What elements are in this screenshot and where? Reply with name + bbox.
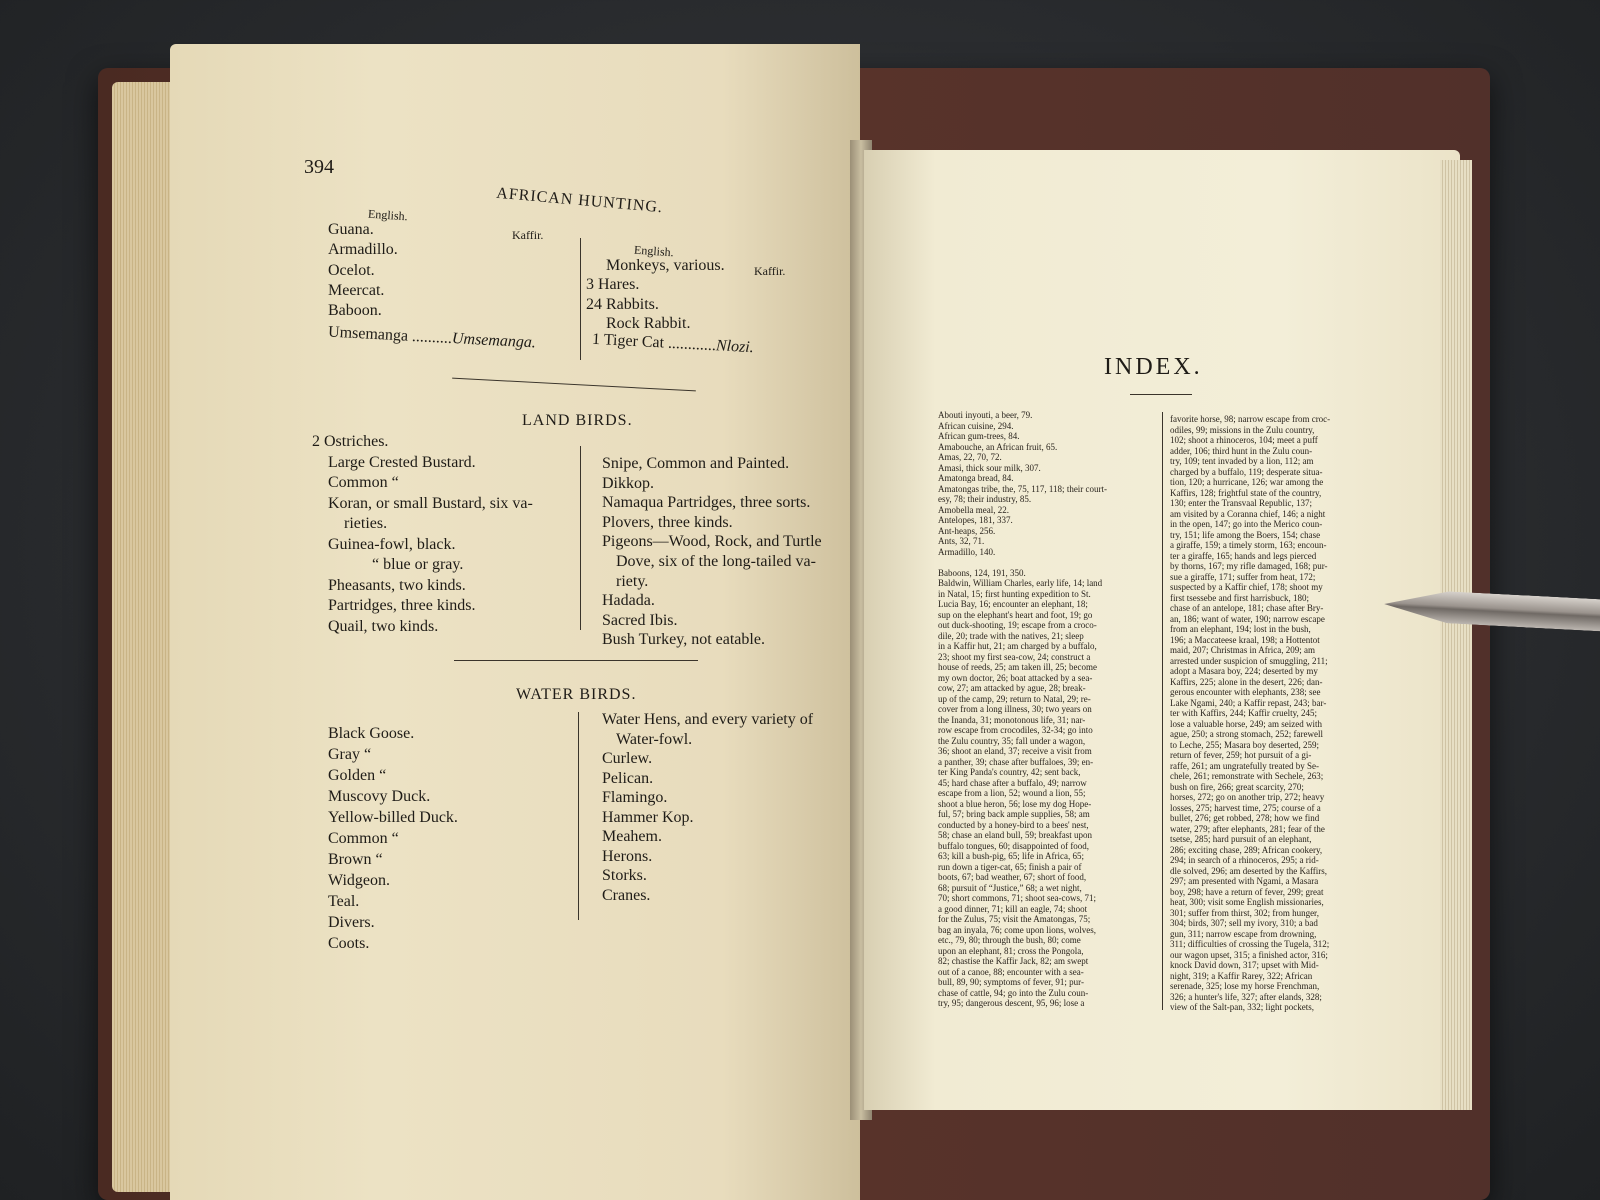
index-line: ter King Panda's country, 42; sent back, bbox=[938, 767, 1081, 777]
column-divider-mammals bbox=[580, 238, 581, 360]
mammal-item: 24 Rabbits. bbox=[586, 295, 659, 313]
index-line: upon an elephant, 81; cross the Pongola, bbox=[938, 945, 1084, 956]
land-bird-item: Dikkop. bbox=[602, 474, 654, 492]
index-line: a panther, 39; chase after buffaloes, 39; en- bbox=[938, 756, 1094, 767]
index-line: conducted by a honey-bird to a bees' nest, bbox=[938, 819, 1089, 830]
index-line: a giraffe, 159; a timely storm, 163; encoun- bbox=[1170, 540, 1327, 550]
index-line: Abouti inyouti, a beer, 79. bbox=[938, 410, 1033, 420]
index-line: the Inanda, 31; monotonous life, 31; nar- bbox=[938, 714, 1086, 725]
index-line: lose a valuable horse, 249; am seized with bbox=[1170, 718, 1322, 729]
index-line: Lake Ngami, 240; a Kaffir repast, 243; bar- bbox=[1170, 697, 1327, 708]
water-bird-item: Hammer Kop. bbox=[602, 808, 694, 826]
index-line: an, 186; want of water, 190; narrow escape bbox=[1170, 613, 1325, 624]
water-bird-item: Herons. bbox=[602, 847, 653, 865]
index-line: cover from a long illness, 30; two years on bbox=[938, 704, 1092, 714]
index-line: up of the camp, 29; return to Natal, 29; re- bbox=[938, 693, 1091, 704]
index-line: Amasi, thick sour milk, 307. bbox=[938, 462, 1041, 473]
water-bird-item: Cranes. bbox=[602, 886, 651, 904]
mammal-item: Rock Rabbit. bbox=[606, 314, 691, 332]
index-line: 70; short commons, 71; shoot sea-cows, 71; bbox=[938, 893, 1096, 903]
index-line: Amas, 22, 70, 72. bbox=[938, 452, 1002, 462]
index-line: 130; enter the Transvaal Republic, 137; bbox=[1170, 498, 1312, 508]
index-line: esy, 78; their industry, 85. bbox=[938, 494, 1032, 504]
index-col2 bbox=[1170, 414, 1372, 1013]
index-line: African cuisine, 294. bbox=[938, 420, 1014, 431]
index-line: ter a giraffe, 165; hands and legs pierced bbox=[1170, 550, 1317, 561]
index-line: first tsessebe and first harrisbuck, 180; bbox=[1170, 592, 1309, 603]
land-bird-item: 2 Ostriches. bbox=[312, 433, 389, 450]
index-line: our wagon upset, 315; a finished actor, 316; bbox=[1170, 949, 1328, 960]
land-bird-item: Pheasants, two kinds. bbox=[328, 576, 466, 594]
mammal-item: Armadillo. bbox=[328, 241, 398, 259]
index-line: 36; shoot an eland, 37; receive a visit from bbox=[938, 746, 1092, 756]
index-line: sue a giraffe, 171; suffer from heat, 172; bbox=[1170, 571, 1316, 582]
index-column-divider bbox=[1162, 412, 1163, 1010]
water-birds-heading: WATER BIRDS. bbox=[516, 686, 637, 703]
index-line: night, 319; a Kaffir Rarey, 322; African bbox=[1170, 970, 1313, 981]
water-bird-item: Common “ bbox=[328, 830, 399, 847]
index-line: Baldwin, William Charles, early life, 14; land bbox=[938, 578, 1103, 588]
mammal-item: Ocelot. bbox=[328, 261, 375, 279]
water-bird-item: Coots. bbox=[328, 935, 370, 952]
index-line: dle solved, 296; am deserted by the Kaffirs, bbox=[1170, 865, 1328, 876]
index-line: ague, 250; a strong stomach, 252; farewell bbox=[1170, 729, 1323, 739]
land-bird-item: Sacred Ibis. bbox=[602, 611, 678, 629]
mammal-item: Baboon. bbox=[328, 302, 382, 320]
water-bird-item: Muscovy Duck. bbox=[328, 788, 431, 805]
index-line: 58; chase an eland bull, 59; breakfast upon bbox=[938, 830, 1092, 840]
index-line: raffe, 261; am ungratefully treated by Se- bbox=[1170, 760, 1320, 771]
index-line: African gum-trees, 84. bbox=[938, 431, 1020, 441]
land-bird-item: Large Crested Bustard. bbox=[328, 453, 476, 471]
index-line: suspected by a Kaffir chief, 178; shoot my bbox=[1170, 582, 1323, 592]
index-line: the Zulu country, 35; fall under a wagon, bbox=[938, 735, 1086, 746]
mammal-item: Meercat. bbox=[328, 281, 385, 299]
mammal-item: Monkeys, various. bbox=[606, 257, 725, 274]
index-line: maid, 207; Christmas in Africa, 209; am bbox=[1170, 645, 1315, 655]
land-bird-item: Partridges, three kinds. bbox=[328, 597, 476, 614]
index-line: favorite horse, 98; narrow escape from croc- bbox=[1170, 414, 1331, 424]
index-line: row escape from crocodiles, 32-34; go into bbox=[938, 725, 1093, 735]
index-line: cow, 27; am attacked by ague, 28; break- bbox=[938, 683, 1086, 693]
col-header-english-1: English. bbox=[367, 206, 409, 224]
index-line: 68; pursuit of “Justice,” 68; a wet night, bbox=[938, 882, 1082, 893]
index-line: tion, 120; a hurricane, 126; war among the bbox=[1170, 477, 1324, 487]
index-line: 286; exciting chase, 289; African cookery, bbox=[1170, 844, 1323, 855]
index-line: Lucia Bay, 16; encounter an elephant, 18; bbox=[938, 599, 1088, 609]
running-head: AFRICAN HUNTING. bbox=[495, 184, 664, 217]
water-bird-item: Meahem. bbox=[602, 828, 662, 845]
index-line: chase of an antelope, 181; chase after Bry- bbox=[1170, 603, 1324, 613]
land-bird-item: rieties. bbox=[344, 515, 388, 532]
water-bird-item: Widgeon. bbox=[328, 872, 391, 889]
index-line: 304; birds, 307; sell my ivory, 310; a bad bbox=[1170, 918, 1318, 928]
column-divider-land bbox=[580, 446, 581, 630]
land-bird-item: Common “ bbox=[328, 474, 399, 491]
water-bird-item: Water-fowl. bbox=[616, 730, 693, 748]
index-line: view of the Salt-pan, 332; light pockets, bbox=[1170, 1002, 1314, 1012]
index-line: serenade, 325; lose my horse Frenchman, bbox=[1170, 981, 1320, 991]
index-line: Amatongas tribe, the, 75, 117, 118; their court- bbox=[938, 483, 1108, 494]
index-line: 45; hard chase after a buffalo, 49; narrow bbox=[938, 777, 1087, 788]
land-bird-item: Koran, or small Bustard, six va- bbox=[328, 494, 533, 512]
index-line: odiles, 99; missions in the Zulu country, bbox=[1170, 424, 1315, 435]
index-line: from an elephant, 194; lost in the bush, bbox=[1170, 624, 1311, 634]
index-line: buffalo tongues, 60; disappointed of food, bbox=[938, 840, 1090, 851]
land-bird-item: Hadada. bbox=[602, 592, 655, 610]
index-line: adopt a Masara boy, 224; deserted by my bbox=[1170, 666, 1318, 676]
index-line: knock David down, 317; upset with Mid- bbox=[1170, 960, 1319, 970]
left-page bbox=[170, 44, 860, 1200]
mammal-umsemanga: Umsemanga ..........Umsemanga. bbox=[327, 323, 537, 352]
index-line: in Natal, 15; first hunting expedition to St. bbox=[938, 588, 1091, 599]
index-line: for the Zulus, 75; visit the Amatongas, 75; bbox=[938, 914, 1091, 924]
column-divider-water bbox=[578, 712, 579, 920]
index-line: arrested under suspicion of smuggling, 211; bbox=[1170, 655, 1328, 666]
index-line: in a Kaffir hut, 21; am charged by a buffalo, bbox=[938, 641, 1097, 651]
index-line: adder, 106; third hunt in the Zulu coun- bbox=[1170, 445, 1313, 456]
land-bird-item: Plovers, three kinds. bbox=[602, 513, 733, 531]
land-bird-item: Snipe, Common and Painted. bbox=[602, 455, 790, 472]
water-bird-item: Pelican. bbox=[602, 769, 654, 787]
index-line: chase of cattle, 94; go into the Zulu coun- bbox=[938, 987, 1089, 998]
col-header-kaffir-2: Kaffir. bbox=[754, 264, 786, 278]
index-line: try, 151; life among the Boers, 154; chase bbox=[1170, 529, 1321, 540]
water-bird-item: Gray “ bbox=[328, 746, 372, 763]
water-bird-item: Golden “ bbox=[328, 767, 387, 784]
index-line: boy, 298; have a return of fever, 299; great bbox=[1170, 886, 1324, 897]
index-line: house of reeds, 25; am taken ill, 25; become bbox=[938, 662, 1097, 672]
index-line: try, 95; dangerous descent, 95, 96; lose a bbox=[938, 998, 1085, 1008]
index-line: am visited by a Coranna chief, 146; a night bbox=[1170, 508, 1326, 519]
index-line: Kaffirs, 225; alone in the desert, 226; dan- bbox=[1170, 676, 1323, 687]
index-line: in the open, 147; go into the Merico coun- bbox=[1170, 519, 1323, 529]
index-line: shoot a blue heron, 56; lose my dog Hope- bbox=[938, 798, 1092, 809]
index-line: 82; chastise the Kaffir Jack, 82; am swept bbox=[938, 956, 1089, 966]
index-line: Antelopes, 181, 337. bbox=[938, 515, 1013, 525]
index-line: 326; a hunter's life, 327; after elands, 328; bbox=[1170, 991, 1322, 1002]
index-line: dile, 20; trade with the natives, 21; sleep bbox=[938, 630, 1084, 641]
index-line: water, 279; after elephants, 281; fear of the bbox=[1170, 823, 1325, 834]
land-birds-heading: LAND BIRDS. bbox=[522, 412, 633, 429]
index-line: 294; in search of a rhinoceros, 295; a rid- bbox=[1170, 855, 1319, 865]
index-line: bullet, 276; get robbed, 278; how we find bbox=[1170, 813, 1320, 823]
index-line: charged by a buffalo, 119; desperate situa- bbox=[1170, 466, 1323, 477]
index-line: gun, 311; narrow escape from drowning, bbox=[1170, 928, 1317, 939]
index-col1 bbox=[938, 410, 1160, 1009]
index-line: Kaffirs, 128; frightful state of the country, bbox=[1170, 487, 1322, 498]
land-bird-item: Guinea-fowl, black. bbox=[328, 535, 456, 553]
water-bird-item: Yellow-billed Duck. bbox=[328, 809, 458, 826]
index-line: ter with Kaffirs, 244; Kaffir cruelty, 245; bbox=[1170, 708, 1318, 718]
index-line: run down a tiger-cat, 65; finish a pair of bbox=[938, 861, 1082, 872]
mammal-item: 3 Hares. bbox=[586, 276, 640, 294]
col-header-kaffir-1: Kaffir. bbox=[512, 228, 544, 242]
index-line: ful, 57; bring back ample supplies, 58; am bbox=[938, 809, 1090, 819]
mammal-item: Guana. bbox=[328, 221, 374, 238]
index-line: 23; shoot my first sea-cow, 24; construct a bbox=[938, 651, 1091, 662]
water-bird-item: Teal. bbox=[328, 893, 360, 910]
index-line: Amabouche, an African fruit, 65. bbox=[938, 441, 1058, 452]
index-line: 196; a Maccateese kraal, 198; a Hottentot bbox=[1170, 634, 1320, 645]
index-line: 311; difficulties of crossing the Tugela, 312; bbox=[1170, 939, 1330, 949]
index-line: bag an inyala, 76; come upon lions, wolves, bbox=[938, 924, 1096, 935]
page-number: 394 bbox=[304, 156, 334, 178]
index-line bbox=[938, 557, 1160, 568]
water-bird-item: Black Goose. bbox=[328, 725, 415, 742]
land-bird-item: Namaqua Partridges, three sorts. bbox=[602, 494, 811, 512]
land-bird-item: Pigeons—Wood, Rock, and Turtle bbox=[602, 533, 822, 551]
index-line: heat, 300; visit some English missionaries, bbox=[1170, 897, 1324, 907]
index-line: Ant-heaps, 256. bbox=[938, 525, 996, 536]
index-line: return of fever, 259; hot pursuit of a gi- bbox=[1170, 750, 1312, 760]
land-bird-item: riety. bbox=[616, 572, 649, 590]
index-line: 297; am presented with Ngami, a Masara bbox=[1170, 876, 1319, 886]
mammal-tiger-cat: 1 Tiger Cat ............Nlozi. bbox=[591, 330, 755, 357]
land-bird-item: “ blue or gray. bbox=[372, 556, 464, 573]
land-bird-item: Dove, six of the long-tailed va- bbox=[616, 553, 816, 570]
index-line: Amobella meal, 22. bbox=[938, 504, 1009, 515]
page-edges-left bbox=[112, 82, 172, 1192]
index-line: etc., 79, 80; through the bush, 80; come bbox=[938, 935, 1081, 945]
index-title: INDEX. bbox=[1104, 354, 1203, 380]
index-line: losses, 275; harvest time, 275; course of a bbox=[1170, 802, 1321, 813]
index-line: horses, 272; go on another trip, 272; heavy bbox=[1170, 792, 1325, 802]
index-line: try, 109; tent invaded by a lion, 112; am bbox=[1170, 456, 1314, 466]
index-line: 63; kill a bush-pig, 65; life in Africa, 65; bbox=[938, 851, 1084, 861]
index-line: escape from a lion, 52; wound a lion, 55; bbox=[938, 788, 1086, 798]
index-line: sup on the elephant's heart and foot, 19; go bbox=[938, 609, 1093, 620]
page-edges-right bbox=[1440, 160, 1472, 1110]
index-line: bull, 89, 90; symptoms of fever, 91; pur- bbox=[938, 977, 1084, 987]
index-line: Armadillo, 140. bbox=[938, 546, 996, 557]
index-line: boots, 67; bad weather, 67; short of food, bbox=[938, 872, 1087, 882]
col-header-english-2: English. bbox=[633, 242, 675, 260]
index-line: my own doctor, 26; boat attacked by a sea- bbox=[938, 672, 1093, 683]
water-bird-item: Divers. bbox=[328, 914, 375, 931]
water-bird-item: Water Hens, and every variety of bbox=[602, 711, 814, 728]
index-title-rule bbox=[1130, 394, 1192, 395]
index-line: a good dinner, 71; kill an eagle, 74; shoot bbox=[938, 903, 1088, 914]
index-line: 102; shoot a rhinoceros, 104; meet a puff bbox=[1170, 435, 1318, 445]
index-line: to Leche, 255; Masara boy deserted, 259; bbox=[1170, 739, 1319, 750]
index-line: Baboons, 124, 191, 350. bbox=[938, 567, 1026, 578]
index-line: out of a canoe, 88; encounter with a sea- bbox=[938, 966, 1084, 977]
index-line: chele, 261; remonstrate with Sechele, 263; bbox=[1170, 771, 1324, 781]
index-line: by thorns, 167; my rifle damaged, 168; pur- bbox=[1170, 561, 1328, 571]
index-line: bush on fire, 266; great scarcity, 270; bbox=[1170, 781, 1304, 792]
index-line: 301; suffer from thirst, 302; from hunger, bbox=[1170, 907, 1319, 918]
index-line: gerous encounter with elephants, 238; see bbox=[1170, 687, 1321, 697]
land-bird-item: Bush Turkey, not eatable. bbox=[602, 631, 765, 649]
land-bird-item: Quail, two kinds. bbox=[328, 617, 439, 635]
index-line: tsetse, 285; hard pursuit of an elephant, bbox=[1170, 834, 1312, 844]
water-bird-item: Storks. bbox=[602, 867, 647, 884]
water-bird-item: Flamingo. bbox=[602, 789, 668, 806]
water-bird-item: Brown “ bbox=[328, 851, 383, 868]
index-line: Ants, 32, 71. bbox=[938, 536, 985, 546]
index-line: out duck-shooting, 19; escape from a croco- bbox=[938, 620, 1097, 630]
index-line: Amatonga bread, 84. bbox=[938, 473, 1014, 483]
section-rule-2 bbox=[454, 660, 698, 661]
water-bird-item: Curlew. bbox=[602, 750, 653, 767]
